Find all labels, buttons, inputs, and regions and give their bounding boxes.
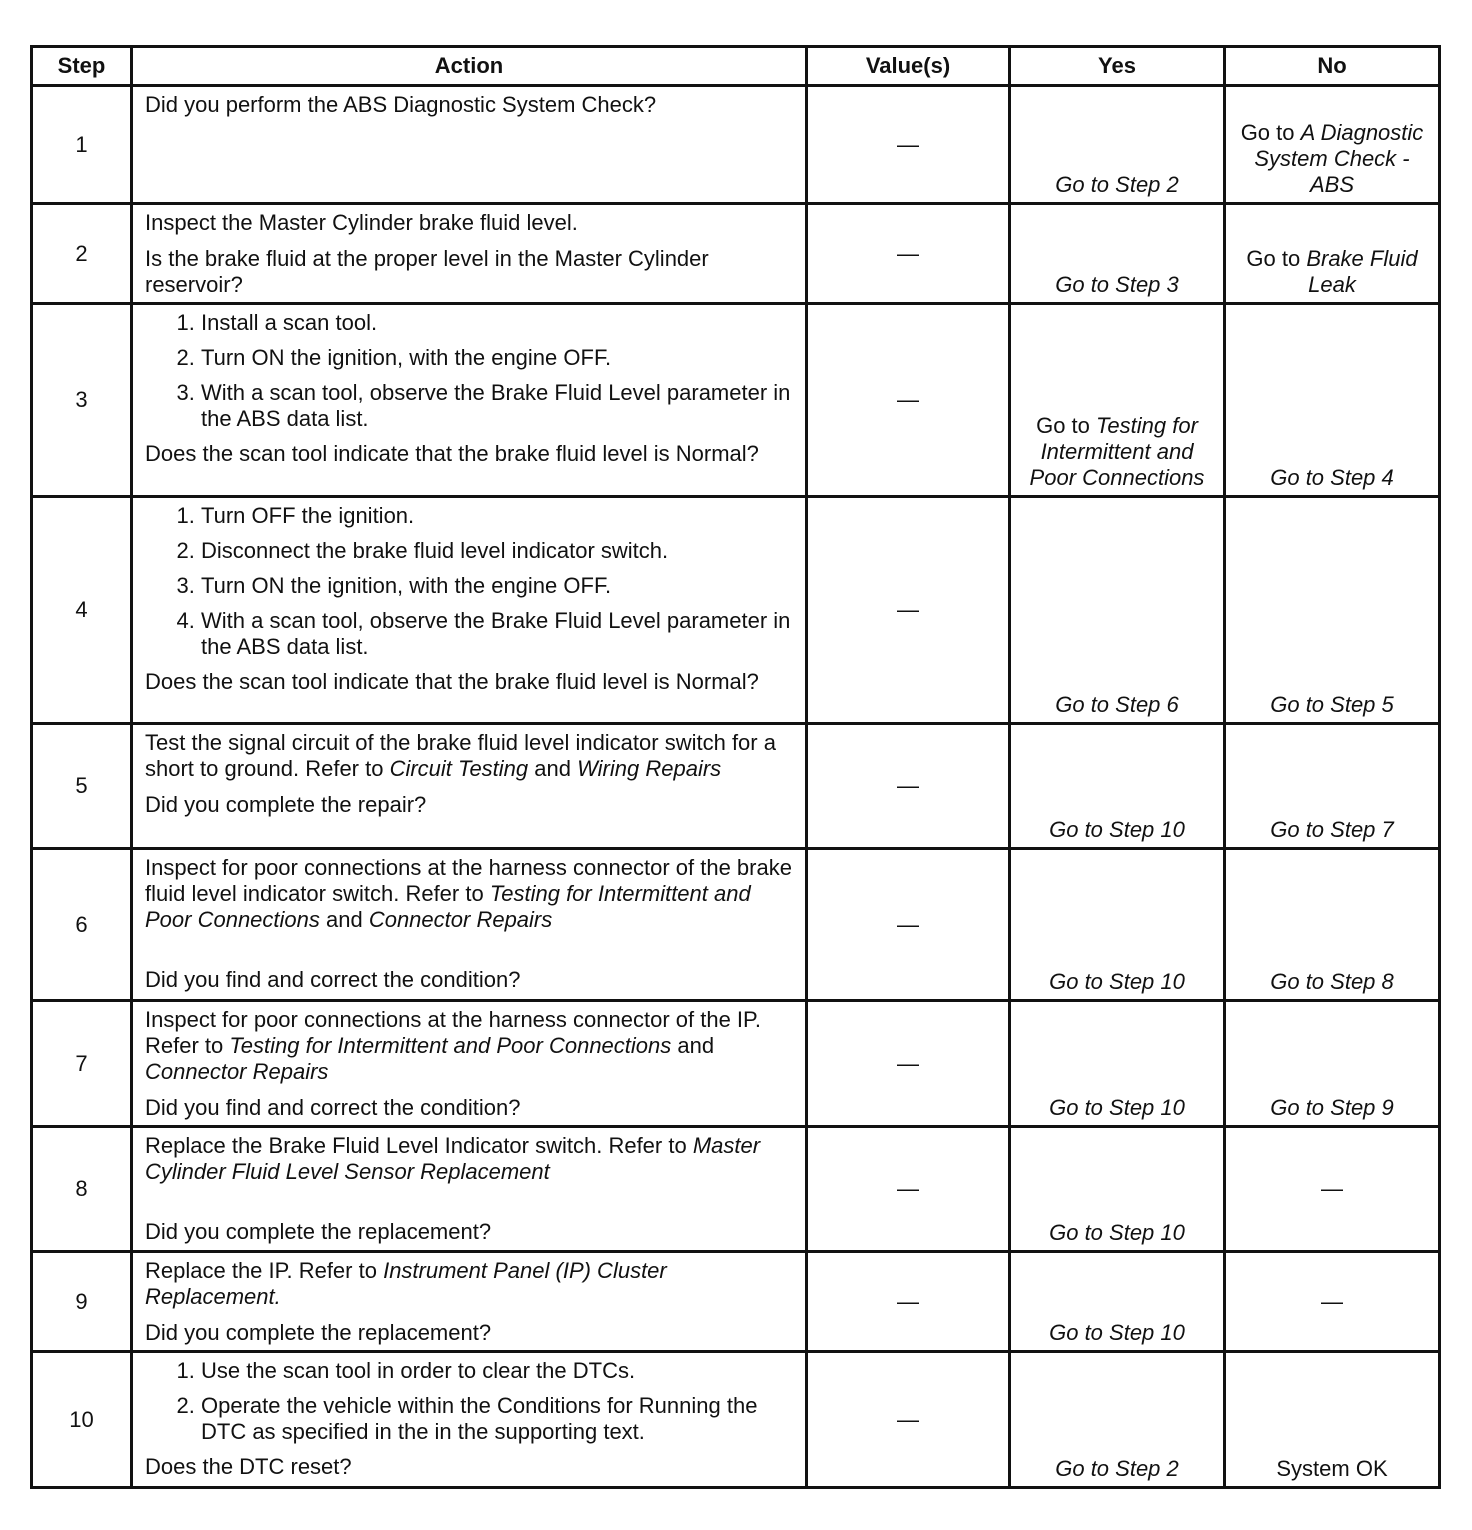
text-run: Inspect the Master Cylinder brake fluid level. bbox=[145, 210, 578, 235]
step-number: 10 bbox=[32, 1352, 132, 1488]
action-text bbox=[145, 1219, 795, 1245]
yes-result bbox=[1010, 86, 1225, 204]
substep-item bbox=[201, 573, 795, 599]
action-text bbox=[145, 855, 795, 933]
action-text bbox=[145, 1258, 795, 1310]
header-step: Step bbox=[32, 47, 132, 86]
reference-text: Go to Step 7 bbox=[1270, 817, 1394, 842]
value-cell: — bbox=[807, 1352, 1010, 1488]
reference-text: Master Cylinder Fluid Level Sensor Replacement bbox=[145, 1133, 761, 1184]
yes-result bbox=[1010, 204, 1225, 304]
yes-result bbox=[1010, 1127, 1225, 1252]
header-values: Value(s) bbox=[807, 47, 1010, 86]
text-run: Did you complete the replacement? bbox=[145, 1320, 492, 1345]
no-result bbox=[1225, 86, 1440, 204]
table-row bbox=[32, 849, 1440, 1001]
table-row bbox=[32, 304, 1440, 497]
reference-text: Go to Step 10 bbox=[1049, 1095, 1185, 1120]
no-result bbox=[1225, 304, 1440, 497]
text-run: Use the scan tool in order to clear the DTCs. bbox=[201, 1358, 636, 1383]
text-run: Does the DTC reset? bbox=[145, 1454, 352, 1479]
table-body bbox=[32, 86, 1440, 1488]
yes-result bbox=[1010, 497, 1225, 724]
substep-item bbox=[201, 1358, 795, 1384]
no-result bbox=[1225, 849, 1440, 1001]
action-cell bbox=[132, 1352, 807, 1488]
text-run: Disconnect the brake fluid level indicator switch. bbox=[201, 538, 669, 563]
action-text bbox=[145, 210, 795, 236]
text-run: System OK bbox=[1276, 1456, 1388, 1481]
table-row bbox=[32, 1352, 1440, 1488]
no-result bbox=[1225, 1001, 1440, 1127]
substep-item bbox=[201, 345, 795, 371]
action-text bbox=[145, 1133, 795, 1185]
reference-text: Connector Repairs bbox=[145, 1059, 329, 1084]
reference-text: Testing for Intermittent and Poor Connections bbox=[1029, 413, 1205, 490]
reference-text: Go to Step 9 bbox=[1270, 1095, 1394, 1120]
action-text bbox=[145, 669, 795, 695]
substep-item bbox=[201, 538, 795, 564]
step-number: 4 bbox=[32, 497, 132, 724]
reference-text: Connector Repairs bbox=[368, 907, 553, 932]
text-run: Turn OFF the ignition. bbox=[201, 503, 415, 528]
text-run: Go to bbox=[1246, 246, 1307, 271]
yes-result bbox=[1010, 849, 1225, 1001]
substep-item bbox=[201, 1393, 795, 1445]
text-run: Inspect for poor connections at the harness connector of the IP. Refer to bbox=[145, 1007, 761, 1058]
action-cell bbox=[132, 1252, 807, 1352]
value-cell: — bbox=[807, 204, 1010, 304]
action-text bbox=[145, 441, 795, 467]
text-run: and bbox=[528, 756, 578, 781]
header-no: No bbox=[1225, 47, 1440, 86]
reference-text: Circuit Testing bbox=[389, 756, 529, 781]
reference-text: Go to Step 6 bbox=[1055, 692, 1179, 717]
header-yes: Yes bbox=[1010, 47, 1225, 86]
reference-text: Go to Step 10 bbox=[1049, 817, 1185, 842]
substep-item bbox=[201, 380, 795, 432]
table-row bbox=[32, 1252, 1440, 1352]
action-cell bbox=[132, 497, 807, 724]
action-cell bbox=[132, 1001, 807, 1127]
reference-text: A Diagnostic System Check - ABS bbox=[1254, 120, 1424, 197]
text-run: Replace the Brake Fluid Level Indicator switch. Refer to bbox=[145, 1133, 693, 1158]
step-number: 5 bbox=[32, 724, 132, 849]
reference-text: Instrument Panel (IP) Cluster Replacement. bbox=[145, 1258, 667, 1309]
reference-text: Testing for Intermittent and Poor Connections bbox=[229, 1033, 672, 1058]
value-cell: — bbox=[807, 724, 1010, 849]
reference-text: Go to Step 8 bbox=[1270, 969, 1394, 994]
step-number: 1 bbox=[32, 86, 132, 204]
action-text bbox=[145, 1095, 795, 1121]
action-cell bbox=[132, 86, 807, 204]
step-number: 3 bbox=[32, 304, 132, 497]
text-run: With a scan tool, observe the Brake Fluid Level parameter in the ABS data list. bbox=[201, 608, 791, 659]
text-run: Did you find and correct the condition? bbox=[145, 1095, 521, 1120]
action-substeps bbox=[145, 503, 795, 660]
text-run: Did you perform the ABS Diagnostic System Check? bbox=[145, 92, 657, 117]
substep-item bbox=[201, 310, 795, 336]
text-run: Does the scan tool indicate that the brake fluid level is Normal? bbox=[145, 441, 759, 466]
table-row bbox=[32, 204, 1440, 304]
table-row bbox=[32, 497, 1440, 724]
action-substeps bbox=[145, 310, 795, 432]
text-run: Turn ON the ignition, with the engine OFF. bbox=[201, 345, 612, 370]
action-text bbox=[145, 967, 795, 993]
yes-result bbox=[1010, 304, 1225, 497]
reference-text: Go to Step 10 bbox=[1049, 969, 1185, 994]
action-cell bbox=[132, 1127, 807, 1252]
text-run: Turn ON the ignition, with the engine OFF. bbox=[201, 573, 612, 598]
text-run: Operate the vehicle within the Conditions for Running the DTC as specified in the in the supporting text. bbox=[201, 1393, 758, 1444]
step-number: 7 bbox=[32, 1001, 132, 1127]
yes-result bbox=[1010, 724, 1225, 849]
text-run: Did you complete the repair? bbox=[145, 792, 427, 817]
action-substeps bbox=[145, 1358, 795, 1445]
header-action: Action bbox=[132, 47, 807, 86]
reference-text: Go to Step 3 bbox=[1055, 272, 1179, 297]
action-text bbox=[145, 1320, 795, 1346]
value-cell: — bbox=[807, 849, 1010, 1001]
yes-result bbox=[1010, 1352, 1225, 1488]
substep-item bbox=[201, 503, 795, 529]
value-cell: — bbox=[807, 1001, 1010, 1127]
text-run: With a scan tool, observe the Brake Fluid Level parameter in the ABS data list. bbox=[201, 380, 791, 431]
action-text bbox=[145, 792, 795, 818]
action-text bbox=[145, 1454, 795, 1480]
no-result: — bbox=[1225, 1252, 1440, 1352]
reference-text: Go to Step 10 bbox=[1049, 1320, 1185, 1345]
text-run: and bbox=[319, 907, 369, 932]
reference-text: Go to Step 2 bbox=[1055, 172, 1179, 197]
action-text bbox=[145, 246, 795, 298]
table-row bbox=[32, 1001, 1440, 1127]
text-run: Does the scan tool indicate that the brake fluid level is Normal? bbox=[145, 669, 759, 694]
table-row bbox=[32, 86, 1440, 204]
action-text bbox=[145, 730, 795, 782]
action-cell bbox=[132, 849, 807, 1001]
yes-result bbox=[1010, 1252, 1225, 1352]
no-result bbox=[1225, 204, 1440, 304]
text-run: Go to bbox=[1036, 413, 1096, 438]
text-run: Replace the IP. Refer to bbox=[145, 1258, 384, 1283]
step-number: 9 bbox=[32, 1252, 132, 1352]
text-run: Is the brake fluid at the proper level in the Master Cylinder reservoir? bbox=[145, 246, 709, 297]
diagnostic-table bbox=[30, 45, 1441, 1489]
action-text bbox=[145, 1007, 795, 1085]
reference-text: Brake Fluid Leak bbox=[1306, 246, 1418, 297]
no-result bbox=[1225, 497, 1440, 724]
step-number: 6 bbox=[32, 849, 132, 1001]
value-cell: — bbox=[807, 1127, 1010, 1252]
no-result: — bbox=[1225, 1127, 1440, 1252]
value-cell: — bbox=[807, 304, 1010, 497]
value-cell: — bbox=[807, 1252, 1010, 1352]
reference-text: Go to Step 5 bbox=[1270, 692, 1394, 717]
text-run: and bbox=[671, 1033, 715, 1058]
text-run: Go to bbox=[1240, 120, 1301, 145]
table-row bbox=[32, 1127, 1440, 1252]
substep-item bbox=[201, 608, 795, 660]
step-number: 8 bbox=[32, 1127, 132, 1252]
value-cell: — bbox=[807, 86, 1010, 204]
action-text bbox=[145, 92, 795, 118]
no-result bbox=[1225, 1352, 1440, 1488]
reference-text: Go to Step 2 bbox=[1055, 1456, 1179, 1481]
reference-text: Testing for Intermittent and Poor Connections bbox=[145, 881, 751, 932]
action-cell bbox=[132, 304, 807, 497]
text-run: Inspect for poor connections at the harness connector of the brake fluid level indicator switch. Refer to bbox=[145, 855, 792, 906]
step-number: 2 bbox=[32, 204, 132, 304]
value-cell: — bbox=[807, 497, 1010, 724]
reference-text: Go to Step 10 bbox=[1049, 1220, 1185, 1245]
text-run: Did you complete the replacement? bbox=[145, 1219, 492, 1244]
action-cell bbox=[132, 724, 807, 849]
text-run: Install a scan tool. bbox=[201, 310, 378, 335]
reference-text: Wiring Repairs bbox=[577, 756, 722, 781]
action-cell bbox=[132, 204, 807, 304]
header-row bbox=[32, 47, 1440, 86]
text-run: Did you find and correct the condition? bbox=[145, 967, 521, 992]
text-run: Test the signal circuit of the brake fluid level indicator switch for a short to ground. Refer to bbox=[145, 730, 776, 781]
yes-result bbox=[1010, 1001, 1225, 1127]
no-result bbox=[1225, 724, 1440, 849]
reference-text: Go to Step 4 bbox=[1270, 465, 1394, 490]
table-row bbox=[32, 724, 1440, 849]
